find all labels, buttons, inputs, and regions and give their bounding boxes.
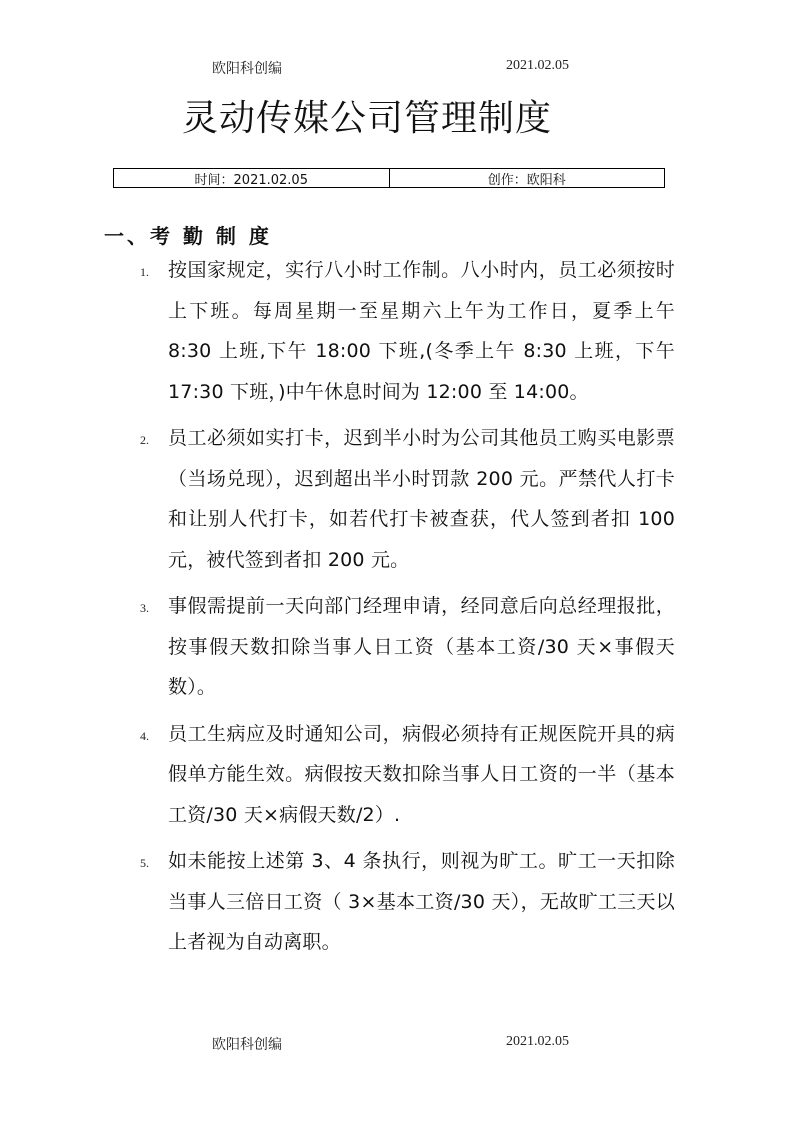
section-title: 一、考 勤 制 度 xyxy=(104,224,272,248)
item-number: 5. xyxy=(140,856,149,870)
list-item xyxy=(140,418,675,580)
document-title: 灵动传媒公司管理制度 xyxy=(182,98,553,139)
footer-date: 2021.02.05 xyxy=(506,1034,569,1049)
list-item xyxy=(140,250,675,412)
footer-author: 欧阳科创编 xyxy=(212,1037,282,1053)
item-number: 1. xyxy=(140,265,149,279)
info-creator: 创作：欧阳科 xyxy=(389,169,665,187)
header-author: 欧阳科创编 xyxy=(212,61,282,77)
rules-list xyxy=(140,250,675,963)
item-text: 员工生病应及时通知公司，病假必须持有正规医院开具的病假单方能生效。病假按天数扣除当事人日工资的一半（基本工资/30 天×病假天数/2）. xyxy=(168,722,675,826)
header-date: 2021.02.05 xyxy=(506,58,569,73)
list-item xyxy=(140,841,675,963)
list-item xyxy=(140,714,675,836)
info-time: 时间：2021.02.05 xyxy=(194,172,308,188)
item-number: 4. xyxy=(140,728,149,743)
list-item xyxy=(140,586,675,708)
info-table xyxy=(113,168,665,188)
item-text: 如未能按上述第 3、4 条执行，则视为旷工。旷工一天扣除当事人三倍日工资（ 3×基本工资/30 天），无故旷工三天以上者视为自动离职。 xyxy=(168,850,675,953)
item-number: 2. xyxy=(140,433,149,447)
item-text: 事假需提前一天向部门经理申请，经同意后向总经理报批，按事假天数扣除当事人日工资（基本工资/30 天×事假天数）。 xyxy=(168,595,675,698)
item-text: 按国家规定，实行八小时工作制。八小时内，员工必须按时上下班。每周星期一至星期六上午为工作日，夏季上午 8:30 上班,下午 18:00 下班,(冬季上午 8:30 上班，下午 17:30 下班，)中午休息时间为 12:00 至 14:00。 xyxy=(168,259,675,403)
item-text: 员工必须如实打卡，迟到半小时为公司其他员工购买电影票（当场兑现），迟到超出半小时罚款 200 元。严禁代人打卡和让别人代打卡，如若代打卡被查获，代人签到者扣 100 元，被代签到者扣 200 元。 xyxy=(168,427,675,571)
item-number: 3. xyxy=(140,601,149,615)
